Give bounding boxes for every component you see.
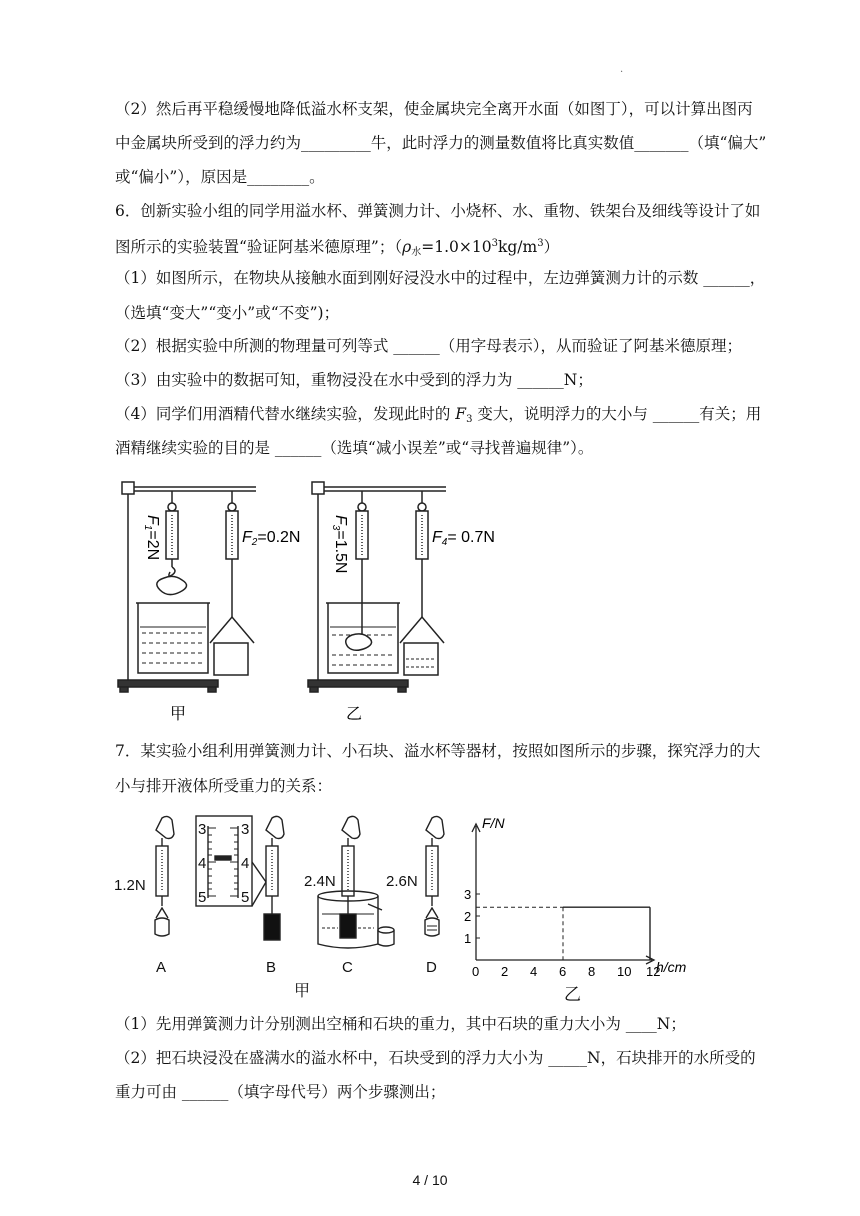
f2-label: F2=0.2N [242,529,301,548]
q6-sup2: 3 [537,238,544,249]
graph-xtick-0: 0 [472,964,480,979]
caption-yi-7: 乙 [564,985,581,1004]
q7-p1: （1）先用弹簧测力计分别测出空桶和石块的重力，其中石块的重力大小为 ____N； [115,1015,686,1033]
scale-tick-5-left: 5 [198,889,207,906]
step-a-apparatus [155,816,174,936]
q5-part2-line3: 或“偏小”），原因是________。 [115,168,325,186]
q6-line2-a: 图所示的实验装置“验证阿基米德原理”；（ [115,238,403,256]
q6-line2-d: ） [543,238,560,256]
q6-line2 [115,233,745,264]
q6-p1-line2: （选填“变大”“变小”或“不变”)； [115,304,340,322]
page-dot: . [620,64,624,75]
scale-tick-5-right: 5 [241,889,250,906]
q6-p3: （3）由实验中的数据可知，重物浸没在水中受到的浮力为 ______N； [115,371,593,389]
rho-sub: 水 [411,247,422,258]
fh-graph [464,815,687,979]
f1-label: F1=2N [142,515,161,561]
q6-p2: （2）根据实验中所测的物理量可列等式 ______（用字母表示），从而验证了阿基米德原理； [115,337,743,355]
step-label-b: B [266,959,277,976]
rho-symbol: ρ [402,238,412,256]
q7-line2: 小与排开液体所受重力的关系： [115,777,333,795]
f3-label: F3=1.5N [330,515,349,574]
step-d-apparatus [425,816,444,936]
step-label-a: A [156,959,167,976]
scale-tick-4-right: 4 [241,855,250,872]
apparatus-right [308,482,446,692]
caption-yi-6: 乙 [346,706,363,723]
q7-p2-line1: （2）把石块浸没在盛满水的溢水杯中，石块受到的浮力大小为 _____N，石块排开的水所受的 [115,1049,756,1067]
q6-p4-b: 变大，说明浮力的大小与 ______有关；用 [472,405,762,423]
q6-apparatus-figure [110,475,550,735]
q6-line2-c: kg/m [497,238,538,256]
q6-p4-F: F [455,405,467,423]
graph-xlabel: h/cm [656,959,687,975]
q6-p4-line1 [115,403,762,431]
reading-d: 2.6N [386,873,418,890]
q7-p2-line2: 重力可由 ______（填字母代号）两个步骤测出； [115,1083,446,1101]
apparatus-left [118,482,256,692]
graph-ytick-3: 3 [464,887,472,902]
page-number: 4 / 10 [412,1172,448,1188]
q6-p4-a: （4）同学们用酒精代替水继续实验，发现此时的 [115,405,456,423]
step-label-d: D [426,959,437,976]
q6-sup1: 3 [491,238,498,249]
q5-part2-line2: 中金属块所受到的浮力约为_________牛，此时浮力的测量数值将比真实数值_______（填“偏大” [115,134,767,152]
reading-a: 1.2N [114,877,146,894]
graph-ytick-1: 1 [464,931,472,946]
q6-line1: 6．创新实验小组的同学用溢水杯、弹簧测力计、小烧杯、水、重物、铁架台及细线等设计了如 [115,202,761,220]
q6-p4-sub: 3 [466,414,473,425]
q7-line1: 7．某实验小组利用弹簧测力计、小石块、溢水杯等器材，按照如图所示的步骤，探究浮力的大 [115,742,761,760]
step-b-apparatus [264,816,284,940]
q6-p1-line1: （1）如图所示，在物块从接触水面到刚好浸没水中的过程中，左边弹簧测力计的示数 ______， [115,269,766,287]
graph-xtick-10: 10 [617,964,632,979]
scale-tick-3-left: 3 [198,821,207,838]
step-label-c: C [342,959,353,976]
f4-label: F4= 0.7N [432,529,495,548]
caption-jia-7: 甲 [294,983,311,1000]
graph-ytick-2: 2 [464,909,472,924]
scale-tick-3-right: 3 [241,821,250,838]
graph-xtick-4: 4 [530,964,538,979]
graph-xtick-6: 6 [559,964,567,979]
scale-magnifier [196,816,266,906]
q6-line2-b: =1.0×10 [421,238,492,256]
graph-ylabel: F/N [482,815,505,831]
graph-xtick-12: 12 [646,964,661,979]
graph-xtick-8: 8 [588,964,596,979]
reading-c: 2.4N [304,873,336,890]
graph-xtick-2: 2 [501,964,509,979]
caption-jia-6: 甲 [170,706,187,723]
q6-p4-line2: 酒精继续实验的目的是 ______（选填“减小误差”或“寻找普遍规律”）。 [115,439,594,457]
q7-figure [110,810,710,1010]
scale-tick-4-left: 4 [198,855,207,872]
q5-part2-line1: （2）然后再平稳缓慢地降低溢水杯支架，使金属块完全离开水面（如图丁），可以计算出图丙 [115,100,753,118]
